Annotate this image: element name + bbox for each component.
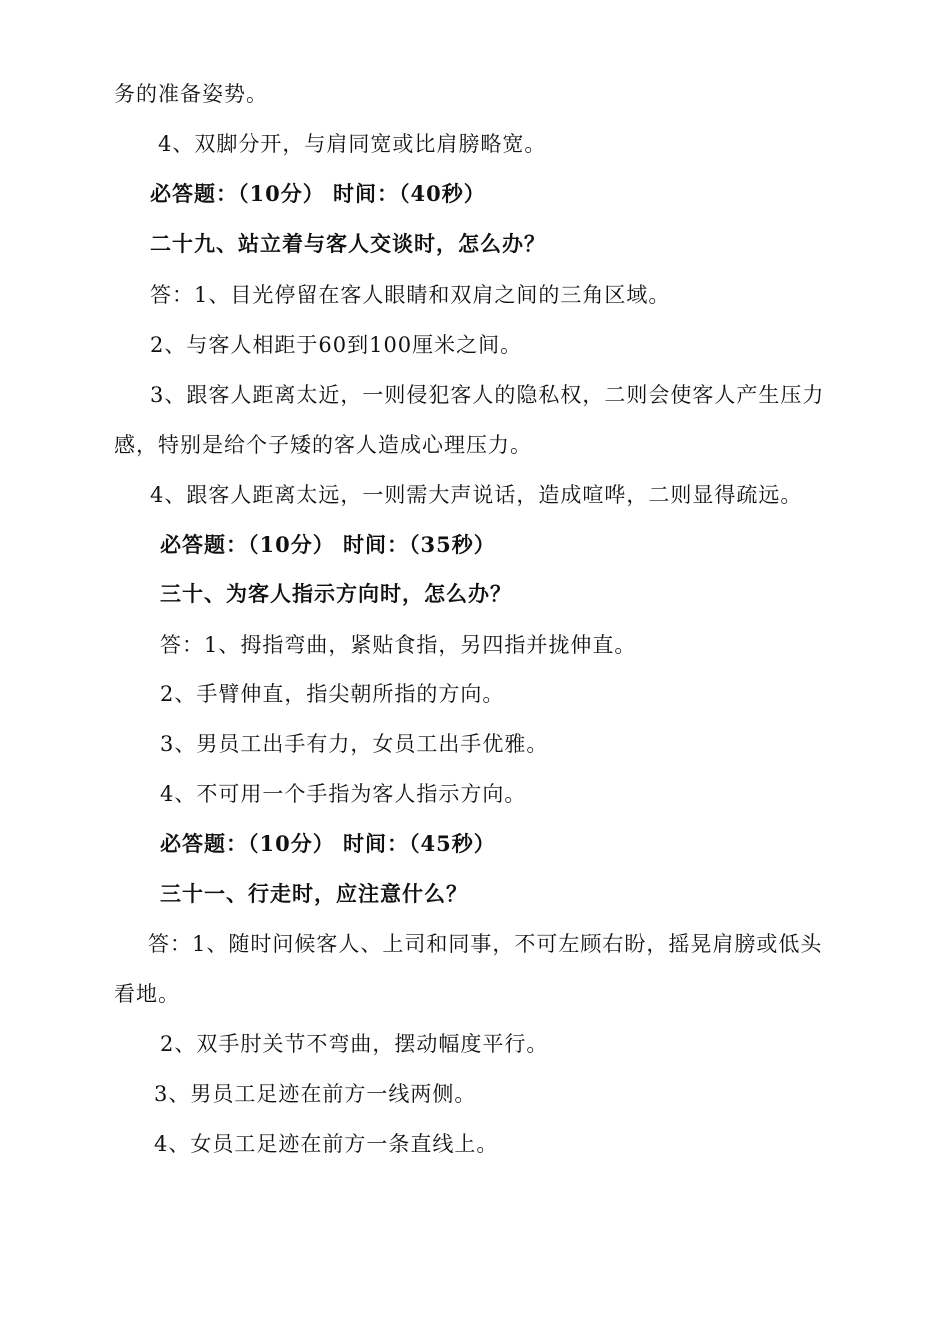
- required-question-header: 必答题：（10分） 时间：（35秒）: [160, 532, 496, 557]
- text-line: 感，特别是给个子矮的客人造成心理压力。: [114, 433, 532, 457]
- question-title: 二十九、站立着与客人交谈时，怎么办？: [150, 231, 546, 256]
- text-line: 看地。: [114, 982, 180, 1006]
- text-line: 4、跟客人距离太远，一则需大声说话，造成喧哗，二则显得疏远。: [150, 483, 803, 507]
- text-line: 4、双脚分开，与肩同宽或比肩膀略宽。: [158, 132, 547, 156]
- text-line: 答：1、随时问候客人、上司和同事，不可左顾右盼，摇晃肩膀或低头: [148, 932, 823, 956]
- text-line: 答：1、拇指弯曲，紧贴食指，另四指并拢伸直。: [160, 633, 637, 657]
- text-line: 3、男员工足迹在前方一线两侧。: [154, 1082, 477, 1106]
- required-question-header: 必答题：（10分） 时间：（45秒）: [160, 831, 496, 856]
- question-title: 三十一、行走时，应注意什么？: [160, 881, 468, 906]
- text-line: 2、手臂伸直，指尖朝所指的方向。: [160, 682, 505, 706]
- text-line: 4、女员工足迹在前方一条直线上。: [154, 1132, 499, 1156]
- question-title: 三十、为客人指示方向时，怎么办？: [160, 581, 512, 606]
- text-line: 3、男员工出手有力，女员工出手优雅。: [160, 732, 549, 756]
- text-line: 2、双手肘关节不弯曲，摆动幅度平行。: [160, 1032, 549, 1056]
- text-line: 2、与客人相距于60到100厘米之间。: [150, 333, 523, 357]
- text-line: 答：1、目光停留在客人眼睛和双肩之间的三角区域。: [150, 283, 671, 307]
- text-line: 务的准备姿势。: [114, 82, 268, 106]
- text-line: 3、跟客人距离太近，一则侵犯客人的隐私权，二则会使客人产生压力: [150, 383, 825, 407]
- required-question-header: 必答题：（10分） 时间：（40秒）: [150, 181, 486, 206]
- text-line: 4、不可用一个手指为客人指示方向。: [160, 782, 527, 806]
